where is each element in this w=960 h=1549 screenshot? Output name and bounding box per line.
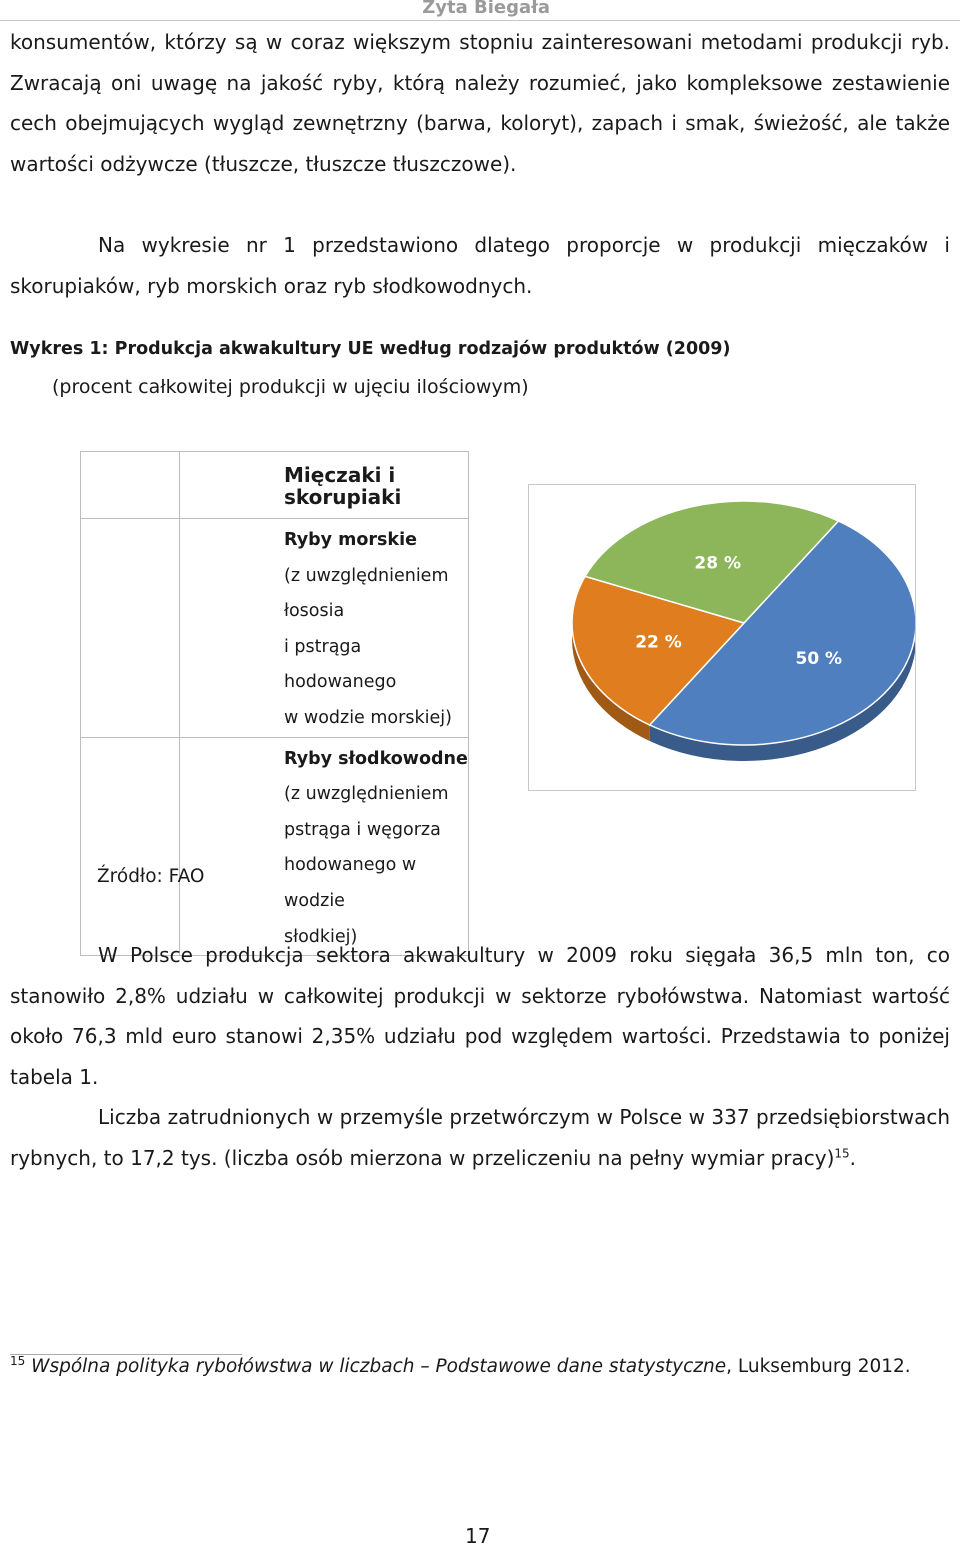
legend-note-line: (z uwzględnieniem	[284, 784, 449, 805]
legend-row	[81, 737, 469, 956]
paragraph-poland-production: W Polsce produkcja sektora akwakultury w 2009 roku sięgała 36,5 mln ton, co stanowiło 2,8% udziału w całkowitej produkcji w sektorze rybołówstwa. Natomiast wartość około 76,3 mld euro stanowi 2,35% udziału pod względem wartości. Przedstawia to poniżej tabela 1.	[10, 943, 950, 1089]
paragraph-quality: konsumentów, którzy są w coraz większym stopniu zainteresowani metodami produkcji ryb. Zwracają oni uwagę na jakość ryby, którą należy rozumieć, jako kompleksowe zestawienie cech obejmujących wygląd zewnętrzny (barwa, koloryt), zapach i smak, świeżość, ale także wartości odżywcze (tłuszcze, tłuszcze tłuszczowe).	[10, 30, 950, 176]
figure-subtitle: (procent całkowitej produkcji w ujęciu ilościowym)	[52, 376, 529, 398]
legend-label-marine-fish: Ryby morskie	[284, 530, 417, 550]
footnote-title: Wspólna polityka rybołówstwa w liczbach – Podstawowe dane statystyczne	[31, 1356, 727, 1377]
legend-note-line: hodowanego w wodzie	[284, 855, 417, 911]
footnote-number: 15	[10, 1353, 26, 1368]
paragraph-employment	[10, 1097, 950, 1178]
legend-cell	[180, 519, 469, 738]
pie-data-label: 28 %	[694, 553, 742, 574]
legend-cell	[180, 737, 469, 956]
legend-label-molluscs: Mięczaki i skorupiaki	[284, 463, 402, 509]
legend-note-line: słodkiej)	[284, 926, 358, 947]
legend-note-line: (z uwzględnieniem łososia	[284, 565, 449, 622]
page-number: 17	[465, 1524, 491, 1548]
legend-note-line: i pstrąga hodowanego	[284, 636, 397, 693]
footnote-ref: 15	[834, 1145, 850, 1160]
legend-label-freshwater-fish: Ryby słodkowodne	[284, 748, 468, 769]
legend-swatch-cell	[81, 519, 180, 738]
page-header	[0, 0, 960, 21]
legend-row	[81, 519, 469, 738]
legend-swatch-cell	[81, 452, 180, 519]
employment-end: .	[849, 1145, 857, 1170]
legend-swatch-cell	[81, 737, 180, 956]
legend-note-line: w wodzie morskiej)	[284, 707, 452, 728]
pie-chart-frame	[528, 484, 916, 791]
figure-title: Wykres 1: Produkcja akwakultury UE według rodzajów produktów (2009)	[10, 339, 731, 359]
figure-source: Źródło: FAO	[97, 866, 205, 887]
employment-text: Liczba zatrudnionych w przemyśle przetwórczym w Polsce w 337 przedsiębiorstwach rybnych, to 17,2 tys. (liczba osób mierzona w przeliczeniu na pełny wymiar pracy)	[10, 1105, 950, 1170]
pie-data-label: 50 %	[795, 648, 843, 669]
footnote	[10, 1355, 950, 1378]
legend-row	[81, 452, 469, 519]
footnote-rest: , Luksemburg 2012.	[726, 1356, 911, 1377]
legend-cell	[180, 452, 469, 519]
pie-data-label: 22 %	[635, 632, 682, 653]
header-author: Zyta Biegała	[422, 0, 550, 18]
pie-chart	[529, 485, 915, 790]
paragraph-chart-intro: Na wykresie nr 1 przedstawiono dlatego proporcje w produkcji mięczaków i skorupiaków, ryb morskich oraz ryb słodkowodnych.	[10, 233, 950, 298]
legend-note-line: pstrąga i węgorza	[284, 819, 441, 840]
